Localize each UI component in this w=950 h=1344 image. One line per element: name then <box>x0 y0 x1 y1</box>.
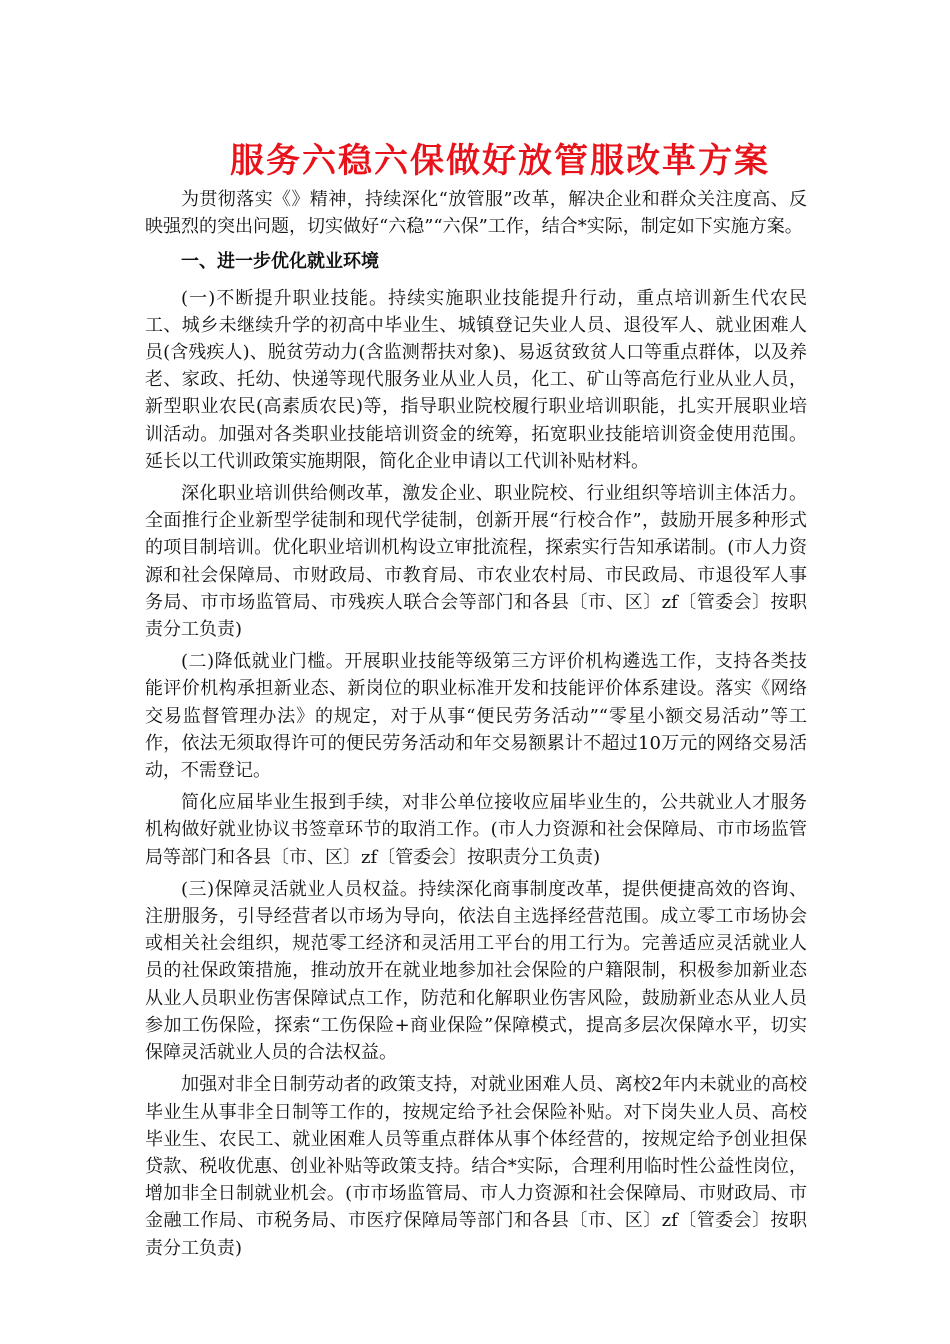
intro-paragraph: 为贯彻落实《》精神，持续深化“放管服”改革，解决企业和群众关注度高、反映强烈的突出问题，切实做好“六稳”“六保”工作，结合*实际，制定如下实施方案。 <box>145 189 807 238</box>
body-paragraph: 深化职业培训供给侧改革，激发企业、职业院校、行业组织等培训主体活力。全面推行企业新型学徒制和现代学徒制，创新开展“行校合作”，鼓励开展多种形式的项目制培训。优化职业培训机构设立审批流程，探索实行告知承诺制。(市人力资源和社会保障局、市财政局、市教育局、市农业农村局、市民政局、市退役军人事务局、市市场监管局、市残疾人联合会等部门和各县〔市、区〕zf〔管委会〕按职责分工负责) <box>145 483 807 641</box>
body-paragraph: (三)保障灵活就业人员权益。持续深化商事制度改革，提供便捷高效的咨询、注册服务，引导经营者以市场为导向，依法自主选择经营范围。成立零工市场协会或相关社会组织，规范零工经济和灵活用工平台的用工行为。完善适应灵活就业人员的社保政策措施，推动放开在就业地参加社会保险的户籍限制，积极参加新业态从业人员职业伤害保障试点工作，防范和化解职业伤害风险，鼓励新业态从业人员参加工伤保险，探索“工伤保险+商业保险”保障模式，提高多层次保障水平，切实保障灵活就业人员的合法权益。 <box>145 878 807 1064</box>
body-paragraph: (二)降低就业门槛。开展职业技能等级第三方评价机构遴选工作，支持各类技能评价机构承担新业态、新岗位的职业标准开发和技能评价体系建设。落实《网络交易监督管理办法》的规定，对于从事“便民劳务活动”“零星小额交易活动”等工作，依法无须取得许可的便民劳务活动和年交易额累计不超过10万元的网络交易活动，不需登记。 <box>145 651 807 782</box>
document-body <box>145 186 807 1267</box>
body-paragraph: (一)不断提升职业技能。持续实施职业技能提升行动，重点培训新生代农民工、城乡未继续升学的初高中毕业生、城镇登记失业人员、退役军人、就业困难人员(含残疾人)、脱贫劳动力(含监测帮扶对象)、易返贫致贫人口等重点群体，以及养老、家政、托幼、快递等现代服务业从业人员，化工、矿山等高危行业从业人员，新型职业农民(高素质农民)等，指导职业院校履行职业培训职能，扎实开展职业培训活动。加强对各类职业技能培训资金的统筹，拓宽职业技能培训资金使用范围。延长以工代训政策实施期限，简化企业申请以工代训补贴材料。 <box>145 287 807 472</box>
document-title: 服务六稳六保做好放管服改革方案 <box>230 141 770 181</box>
section-heading: 一、进一步优化就业环境 <box>181 251 379 273</box>
body-paragraph: 简化应届毕业生报到手续，对非公单位接收应届毕业生的，公共就业人才服务机构做好就业协议书签章环节的取消工作。(市人力资源和社会保障局、市市场监管局等部门和各县〔市、区〕zf〔管委会〕按职责分工负责) <box>145 792 807 868</box>
body-paragraph: 加强对非全日制劳动者的政策支持，对就业困难人员、离校2年内未就业的高校毕业生从事非全日制等工作的，按规定给予社会保险补贴。对下岗失业人员、高校毕业生、农民工、就业困难人员等重点群体从事个体经营的，按规定给予创业担保贷款、税收优惠、创业补贴等政策支持。结合*实际，合理利用临时性公益性岗位，增加非全日制就业机会。(市市场监管局、市人力资源和社会保障局、市财政局、市金融工作局、市税务局、市医疗保障局等部门和各县〔市、区〕zf〔管委会〕按职责分工负责) <box>145 1074 807 1259</box>
